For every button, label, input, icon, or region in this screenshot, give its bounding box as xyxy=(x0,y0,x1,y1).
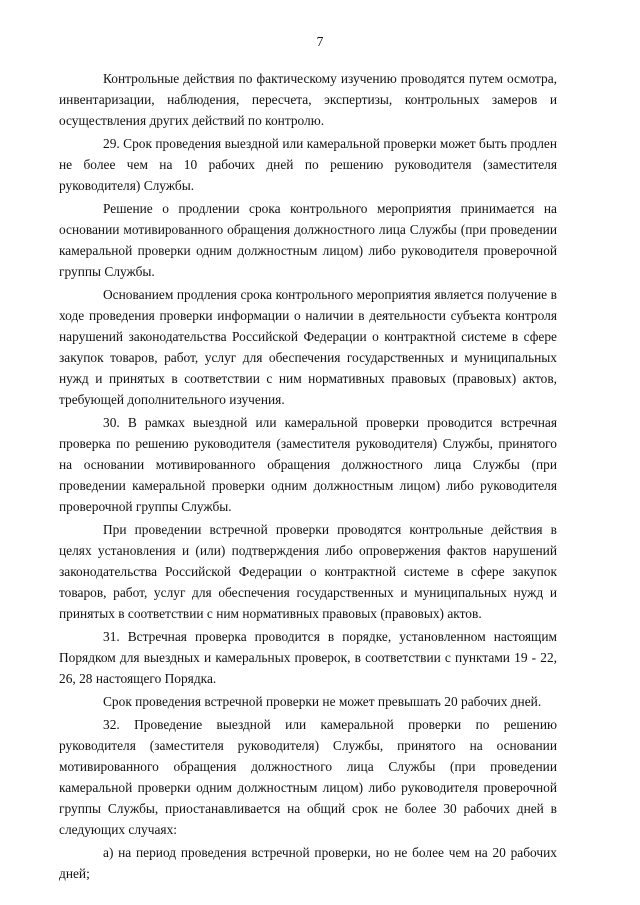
paragraph-30: 30. В рамках выездной или камеральной проверки проводится встречная проверка по решению руководителя (заместителя руководителя) Службы, принятого на основании мотивированного обращения должностного лица Службы (при проведении камеральной проверки одним должностным лицом) либо руководителя проверочной группы Службы. xyxy=(59,415,557,514)
paragraph-counter-check-actions: При проведении встречной проверки проводятся контрольные действия в целях установления и (или) подтверждения либо опровержения фактов нарушений законодательства Российской Федерации о контрактной системе в сфере закупок товаров, работ, услуг для обеспечения государственных и муниципальных нужд и принятых в соответствии с ним нормативных правовых (правовых) актов. xyxy=(59,522,557,621)
paragraph-control-actions: Контрольные действия по фактическому изучению проводятся путем осмотра, инвентаризации, наблюдения, пересчета, экспертизы, контрольных замеров и осуществления других действий по контролю. xyxy=(59,71,557,128)
paragraph-counter-check-duration: Срок проведения встречной проверки не может превышать 20 рабочих дней. xyxy=(103,694,542,709)
document-body xyxy=(59,68,557,884)
paragraph-extension-decision: Решение о продлении срока контрольного мероприятия принимается на основании мотивированного обращения должностного лица Службы (при проведении камеральной проверки одним должностным лицом) либо руководителя проверочной группы Службы. xyxy=(59,201,557,279)
paragraph-32-a: а) на период проведения встречной проверки, но не более чем на 20 рабочих дней; xyxy=(59,845,557,881)
paragraph-32: 32. Проведение выездной или камеральной проверки по решению руководителя (заместителя руководителя) Службы, принятого на основании мотивированного обращения должностного лица Службы (при проведении камеральной проверки одним должностным лицом) либо руководителя проверочной группы Службы, приостанавливается на общий срок не более 30 рабочих дней в следующих случаях: xyxy=(59,717,557,837)
page-number: 7 xyxy=(316,34,324,49)
paragraph-extension-grounds: Основанием продления срока контрольного мероприятия является получение в ходе проведения проверки информации о наличии в деятельности субъекта контроля нарушений законодательства Российской Федерации о контрактной системе в сфере закупок товаров, работ, услуг для обеспечения государственных и муниципальных нужд и принятых в соответствии с ним нормативных правовых (правовых) актов, требующей дополнительного изучения. xyxy=(59,287,557,407)
paragraph-31: 31. Встречная проверка проводится в порядке, установленном настоящим Порядком для выездных и камеральных проверок, в соответствии с пунктами 19 - 22, 26, 28 настоящего Порядка. xyxy=(59,629,557,686)
paragraph-29: 29. Срок проведения выездной или камеральной проверки может быть продлен не более чем на 10 рабочих дней по решению руководителя (заместителя руководителя) Службы. xyxy=(59,136,557,193)
